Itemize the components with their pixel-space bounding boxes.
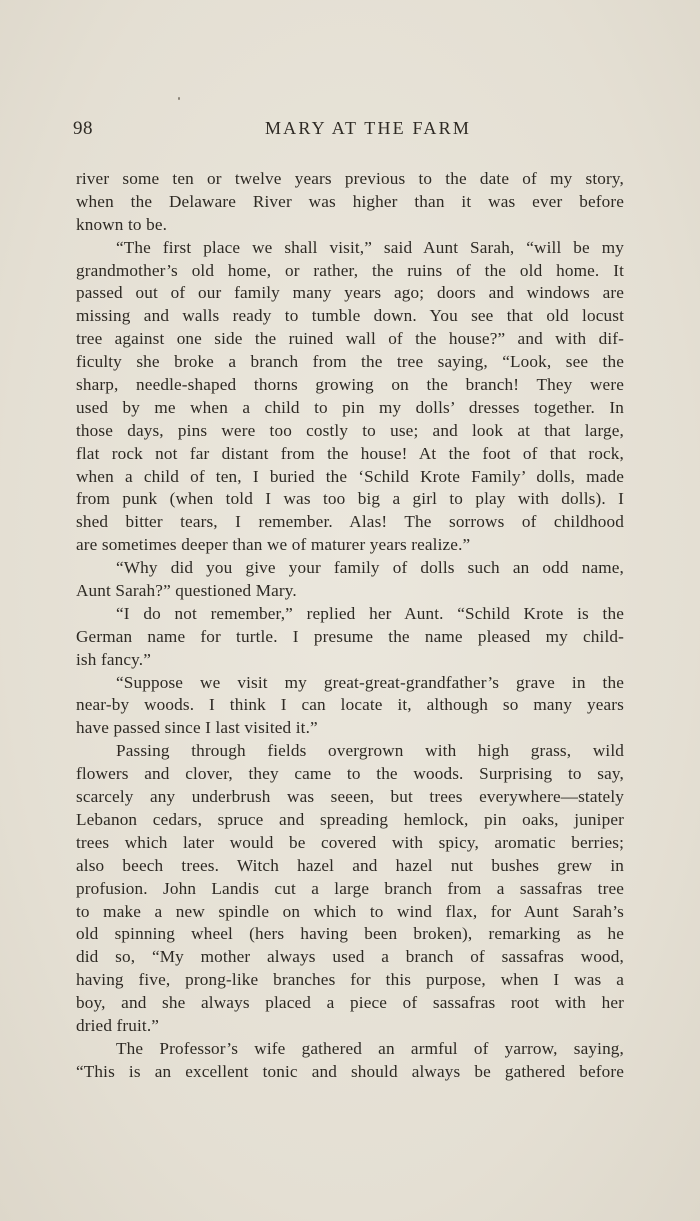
text-line: “This is an excellent tonic and should always be gathered before	[76, 1061, 624, 1081]
text-line: “Suppose we visit my great-great-grandfather’s grave in the	[116, 672, 624, 692]
text-line: flat rock not far distant from the house! At the foot of that rock,	[76, 443, 624, 463]
text-line: ish fancy.”	[76, 649, 151, 669]
text-line: did so, “My mother always used a branch of sassafras wood,	[76, 947, 624, 967]
text-line: tree against one side the ruined wall of the house?” and with dif-	[76, 329, 624, 349]
running-title: MARY AT THE FARM	[264, 118, 472, 138]
text-line: Lebanon cedars, spruce and spreading hemlock, pin oaks, juniper	[76, 809, 624, 829]
text-line: “The first place we shall visit,” said Aunt Sarah, “will be my	[116, 237, 624, 257]
text-line: dried fruit.”	[76, 1015, 160, 1035]
text-line: Aunt Sarah?” questioned Mary.	[76, 581, 297, 601]
text-line: The Professor’s wife gathered an armful of yarrow, saying,	[116, 1038, 624, 1058]
text-line: have passed since I last visited it.”	[76, 718, 318, 738]
text-line: to make a new spindle on which to wind flax, for Aunt Sarah’s	[76, 901, 624, 921]
text-line: grandmother’s old home, or rather, the ruins of the old home. It	[76, 260, 624, 280]
text-line: river some ten or twelve years previous to the date of my story,	[76, 169, 624, 188]
text-line: missing and walls ready to tumble down. You see that old locust	[76, 306, 624, 326]
text-line: also beech trees. Witch hazel and hazel nut bushes grew in	[76, 855, 624, 875]
text-line: ficulty she broke a branch from the tree saying, “Look, see the	[76, 352, 624, 372]
text-line: those days, pins were too costly to use; and look at that large,	[76, 420, 624, 440]
text-line: sharp, needle-shaped thorns growing on the branch! They were	[76, 375, 624, 395]
text-line: profusion. John Landis cut a large branch from a sassafras tree	[76, 878, 624, 898]
text-line: having five, prong-like branches for this purpose, when I was a	[76, 970, 624, 990]
text-line: trees which later would be covered with spicy, aromatic berries;	[76, 832, 624, 852]
text-line: old spinning wheel (hers having been broken), remarking as he	[76, 924, 624, 944]
text-line: when a child of ten, I buried the ‘Schild Krote Family’ dolls, made	[76, 466, 624, 486]
paper-speck	[178, 97, 180, 100]
text-line: “Why did you give your family of dolls such an odd name,	[116, 558, 624, 578]
text-line: shed bitter tears, I remember. Alas! The sorrows of childhood	[76, 512, 624, 532]
text-line: from punk (when told I was too big a girl to play with dolls). I	[76, 489, 624, 509]
text-line: known to be.	[76, 214, 168, 234]
text-line: boy, and she always placed a piece of sassafras root with her	[76, 993, 624, 1013]
text-line: passed out of our family many years ago; doors and windows are	[76, 283, 624, 303]
page-number: 98	[73, 118, 93, 139]
text-line: used by me when a child to pin my dolls’ dresses together. In	[76, 397, 624, 417]
text-line: “I do not remember,” replied her Aunt. “Schild Krote is the	[116, 603, 624, 623]
running-head	[73, 118, 625, 144]
text-line: Passing through fields overgrown with high grass, wild	[116, 741, 624, 761]
text-line: German name for turtle. I presume the name pleased my child-	[76, 626, 624, 646]
text-line: are sometimes deeper than we of maturer years realize.”	[76, 535, 471, 555]
text-line: near-by woods. I think I can locate it, although so many years	[76, 695, 624, 715]
text-line: when the Delaware River was higher than it was ever before	[76, 191, 624, 211]
text-line: flowers and clover, they came to the woods. Surprising to say,	[76, 764, 624, 784]
body-text	[76, 168, 624, 1084]
text-line: scarcely any underbrush was seeen, but trees everywhere—stately	[76, 787, 624, 807]
